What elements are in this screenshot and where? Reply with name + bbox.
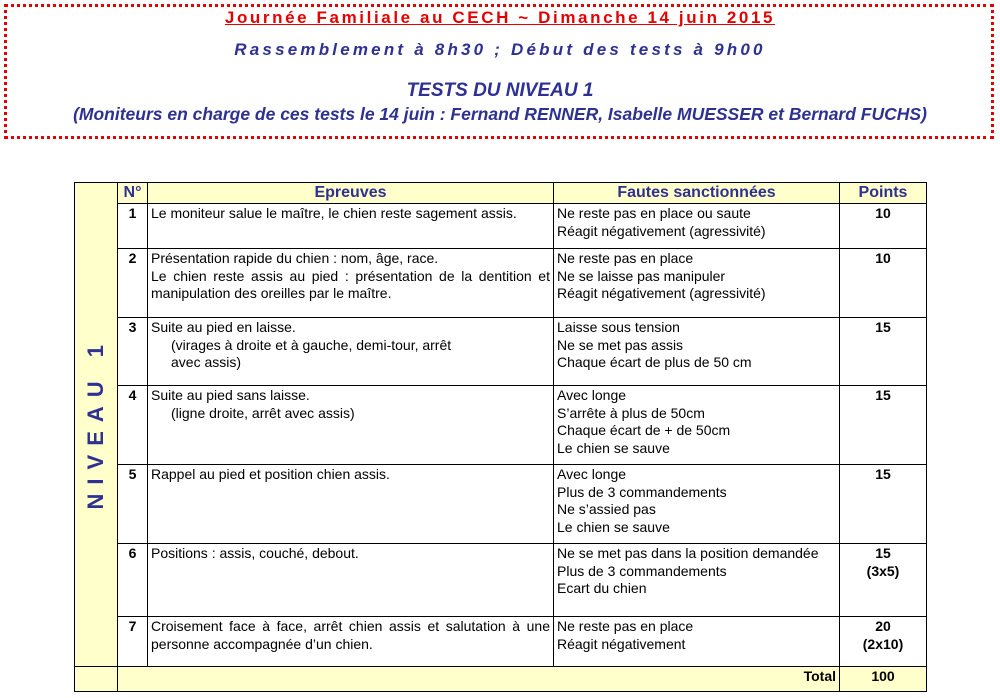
points-line: 15 — [875, 387, 891, 403]
total-label: Total — [118, 667, 840, 692]
table-row — [75, 204, 927, 249]
row-number: 6 — [118, 544, 148, 617]
epreuve-line: avec assis) — [171, 354, 242, 370]
row-epreuve — [148, 617, 554, 667]
page-title: TESTS DU NIVEAU 1 — [406, 80, 594, 101]
faute-line: Avec longe — [557, 466, 627, 482]
faute-line: Ne reste pas en place ou saute — [557, 205, 751, 221]
table-row — [75, 249, 927, 318]
faute-line: Plus de 3 commandements — [557, 562, 727, 579]
points-line: 15 — [875, 319, 891, 335]
row-epreuve — [148, 318, 554, 386]
row-epreuve — [148, 249, 554, 318]
row-epreuve — [148, 544, 554, 617]
epreuve-line: (virages à droite et à gauche, demi-tour, arrêt — [171, 336, 452, 353]
epreuve-line: (ligne droite, arrêt avec assis) — [171, 404, 355, 421]
event-title: Journée Familiale au CECH ~ Dimanche 14 juin 2015 — [224, 8, 776, 27]
faute-line: Ne reste pas en place — [557, 250, 694, 266]
total-value: 100 — [840, 667, 927, 692]
row-points — [840, 318, 927, 386]
row-number: 4 — [118, 386, 148, 465]
row-epreuve — [148, 465, 554, 544]
faute-line: Réagit négativement — [557, 635, 686, 652]
table-row — [75, 386, 927, 465]
faute-line: Ne se laisse pas manipuler — [557, 267, 726, 284]
row-number: 2 — [118, 249, 148, 318]
row-number: 7 — [118, 617, 148, 667]
faute-line: Réagit négativement (agressivité) — [557, 222, 766, 239]
level-side-label: NIVEAU 1 — [75, 183, 118, 667]
faute-line: Réagit négativement (agressivité) — [557, 285, 766, 301]
table-header-row — [75, 183, 927, 204]
event-schedule: Rassemblement à 8h30 ; Début des tests à 9h00 — [234, 40, 766, 59]
faute-line: Le chien se sauve — [557, 439, 670, 456]
table-row — [75, 318, 927, 386]
epreuve-line: Suite au pied sans laisse. — [151, 387, 310, 403]
faute-line: Chaque écart de plus de 50 cm — [557, 354, 752, 370]
faute-line: Ne se met pas dans la position demandée — [557, 545, 819, 561]
row-fautes — [554, 544, 840, 617]
faute-line: S’arrête à plus de 50cm — [557, 404, 705, 421]
row-number: 1 — [118, 204, 148, 249]
epreuve-line: Présentation rapide du chien : nom, âge, race. — [151, 250, 439, 266]
points-line: 10 — [875, 250, 891, 266]
faute-line: Chaque écart de + de 50cm — [557, 422, 731, 438]
total-spacer — [75, 667, 118, 692]
row-fautes — [554, 465, 840, 544]
row-epreuve — [148, 204, 554, 249]
epreuve-line: Le chien reste assis au pied : présentation de la dentition et manipulation des oreilles par le maître. — [151, 267, 550, 301]
total-row — [75, 667, 927, 692]
row-fautes — [554, 386, 840, 465]
table-row — [75, 617, 927, 667]
faute-line: Laisse sous tension — [557, 319, 680, 335]
row-points — [840, 544, 927, 617]
faute-line: Plus de 3 commandements — [557, 483, 727, 500]
epreuve-line: Positions : assis, couché, debout. — [151, 545, 359, 561]
faute-line: Le chien se sauve — [557, 518, 670, 535]
table-row — [75, 465, 927, 544]
row-fautes — [554, 249, 840, 318]
tests-table — [74, 182, 927, 692]
points-line: 15 — [875, 545, 891, 561]
row-number: 3 — [118, 318, 148, 386]
header-fautes: Fautes sanctionnées — [554, 183, 840, 204]
row-number: 5 — [118, 465, 148, 544]
row-fautes — [554, 318, 840, 386]
header-epreuves: Epreuves — [148, 183, 554, 204]
faute-line: Ne reste pas en place — [557, 618, 694, 634]
row-fautes — [554, 617, 840, 667]
points-line: (2x10) — [862, 635, 904, 652]
faute-line: Ne s’assied pas — [557, 501, 656, 517]
points-line: 15 — [875, 466, 891, 482]
epreuve-line: Croisement face à face, arrêt chien assis et salutation à une personne accompagnée d’un chien. — [151, 618, 550, 652]
points-line: (3x5) — [866, 562, 900, 579]
row-fautes — [554, 204, 840, 249]
epreuve-line: Le moniteur salue le maître, le chien reste sagement assis. — [151, 205, 517, 221]
faute-line: Ne se met pas assis — [557, 336, 684, 353]
row-epreuve — [148, 386, 554, 465]
points-line: 20 — [875, 618, 891, 634]
faute-line: Avec longe — [557, 387, 627, 403]
table-row — [75, 544, 927, 617]
epreuve-line: Suite au pied en laisse. — [151, 319, 296, 335]
row-points — [840, 386, 927, 465]
header-points: Points — [840, 183, 927, 204]
page-subtitle: (Moniteurs en charge de ces tests le 14 juin : Fernand RENNER, Isabelle MUESSER et Bernard FUCHS) — [73, 104, 927, 124]
row-points — [840, 465, 927, 544]
row-points — [840, 617, 927, 667]
row-points — [840, 249, 927, 318]
header-num: N° — [118, 183, 148, 204]
row-points — [840, 204, 927, 249]
faute-line: Ecart du chien — [557, 580, 647, 596]
epreuve-line: Rappel au pied et position chien assis. — [151, 466, 390, 482]
points-line: 10 — [875, 205, 891, 221]
